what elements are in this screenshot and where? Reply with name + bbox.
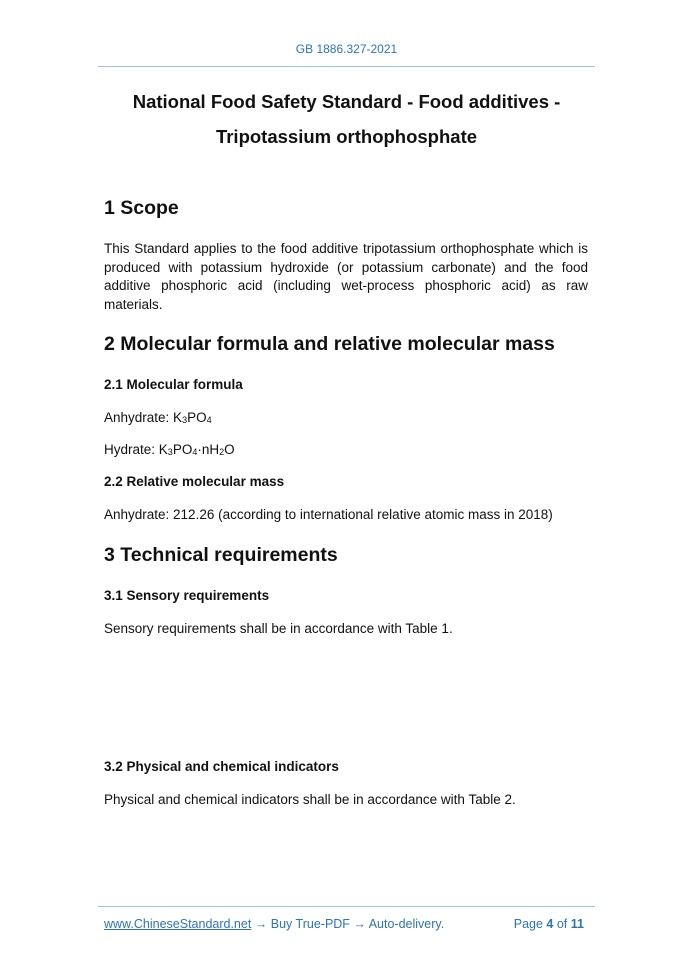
page-footer — [104, 917, 584, 931]
formula-subscript: 4 — [192, 447, 198, 457]
molecular-mass-text: Anhydrate: 212.26 (according to international relative atomic mass in 2018) — [104, 507, 553, 522]
formula-part: K — [158, 442, 168, 457]
formula-part: ·nH — [197, 442, 220, 457]
website-link[interactable]: www.ChineseStandard.net — [104, 917, 252, 931]
page-label: Page — [513, 917, 543, 931]
formula-part: PO — [172, 442, 193, 457]
anhydrate-formula — [104, 410, 212, 425]
subsection-heading-mass: 2.2 Relative molecular mass — [104, 474, 285, 489]
document-title-line-1: National Food Safety Standard - Food additives - — [132, 91, 561, 112]
section-heading-technical: 3 Technical requirements — [104, 544, 338, 566]
formula-part: K — [173, 410, 183, 425]
formula-subscript: 3 — [167, 447, 173, 457]
section-heading-molecular: 2 Molecular formula and relative molecular mass — [104, 333, 555, 355]
section-heading-scope: 1 Scope — [104, 197, 179, 219]
scope-paragraph: This Standard applies to the food additive tripotassium orthophosphate which is produced with potassium hydroxide (or potassium carbonate) and the food additive phosphoric acid (including wet-process phosphoric acid) as raw materials. — [104, 241, 588, 312]
subsection-heading-sensory: 3.1 Sensory requirements — [104, 588, 270, 603]
document-id-header: GB 1886.327-2021 — [295, 42, 398, 56]
footer-divider — [98, 906, 595, 907]
anhydrate-label: Anhydrate: — [104, 410, 174, 425]
current-page-number: 4 — [546, 917, 554, 931]
hydrate-formula — [104, 442, 235, 457]
hydrate-label: Hydrate: — [104, 442, 159, 457]
formula-subscript: 2 — [219, 447, 225, 457]
subsection-heading-physchem: 3.2 Physical and chemical indicators — [104, 759, 339, 774]
page-indicator — [514, 917, 584, 931]
document-title-line-2: Tripotassium orthophosphate — [215, 126, 478, 147]
promo-text: → Buy True-PDF → Auto-delivery. — [251, 917, 445, 931]
formula-subscript: 4 — [206, 415, 212, 425]
sensory-text: Sensory requirements shall be in accordance with Table 1. — [104, 621, 453, 636]
formula-part: PO — [187, 410, 207, 425]
total-pages-number: 11 — [570, 917, 584, 931]
formula-subscript: 3 — [182, 415, 188, 425]
header-divider — [98, 66, 595, 67]
page-of-label: of — [556, 917, 568, 931]
subsection-heading-formula: 2.1 Molecular formula — [104, 377, 243, 392]
physchem-text: Physical and chemical indicators shall be in accordance with Table 2. — [104, 792, 516, 807]
formula-part: O — [224, 442, 235, 457]
